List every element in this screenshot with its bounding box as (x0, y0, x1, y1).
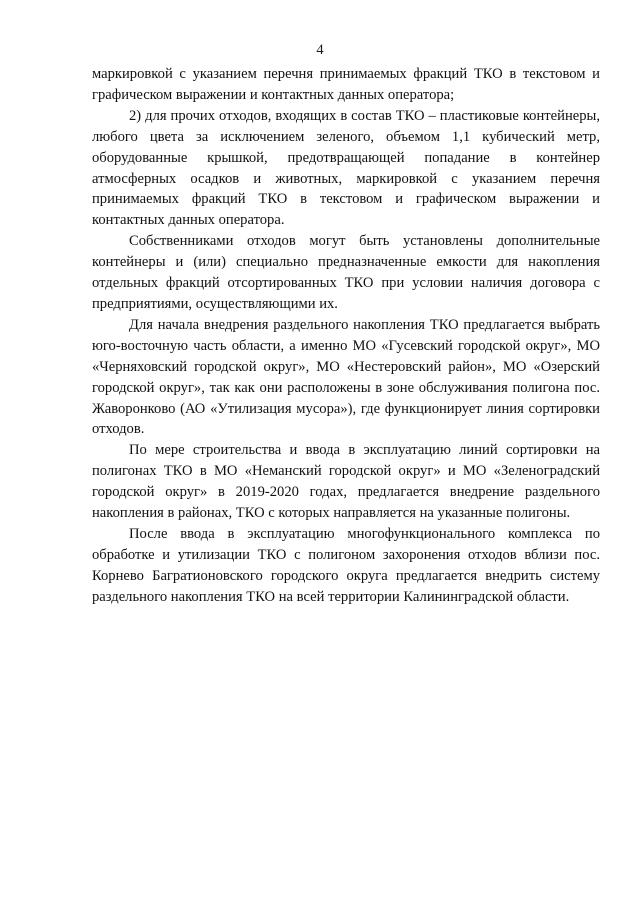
page-number: 4 (316, 42, 324, 58)
paragraph-continuation: маркировкой с указанием перечня принимаемых фракций ТКО в текстовом и графическом выражении и контактных данных оператора; (92, 66, 600, 103)
paragraph-item-2-other-waste: 2) для прочих отходов, входящих в состав ТКО – пластиковые контейнеры, любого цвета за исключением зеленого, объемом 1,1 кубический метр, оборудованные крышкой, предотвращающей попадание в контейнер атмосферных осадков и животных, маркировкой с указанием перечня принимаемых фракций ТКО в текстовом и графическом выражении и контактных данных оператора. (92, 107, 600, 229)
paragraph-whole-region: После ввода в эксплуатацию многофункционального комплекса по обработке и утилизации ТКО с полигоном захоронения отходов вблизи пос. Корнево Багратионовского городского округа предлагается внедрить систему раздельного накопления ТКО на всей территории Калининградской области. (92, 525, 600, 605)
paragraph-south-east-start: Для начала внедрения раздельного накопления ТКО предлагается выбрать юго-восточную часть области, а именно МО «Гусевский городской округ», МО «Черняховский городской округ», МО «Нестеровский район», МО «Озерский городской округ», так как они расположены в зоне обслуживания полигона пос. Жаворонково (АО «Утилизация мусора»), где функционирует линия сортировки отходов. (92, 316, 600, 438)
paragraph-sorting-lines: По мере строительства и ввода в эксплуатацию линий сортировки на полигонах ТКО в МО «Неманский городской округ» и МО «Зеленоградский городской округ» в 2019-2020 годах, предлагается внедрение раздельного накопления в районах, ТКО с которых направляется на указанные полигоны. (92, 442, 600, 522)
paragraph-owners-containers: Собственниками отходов могут быть установлены дополнительные контейнеры и (или) специально предназначенные емкости для накопления отдельных фракций отсортированных ТКО при условии наличия договора с предприятиями, осуществляющими их. (92, 233, 600, 312)
document-body (92, 64, 600, 608)
